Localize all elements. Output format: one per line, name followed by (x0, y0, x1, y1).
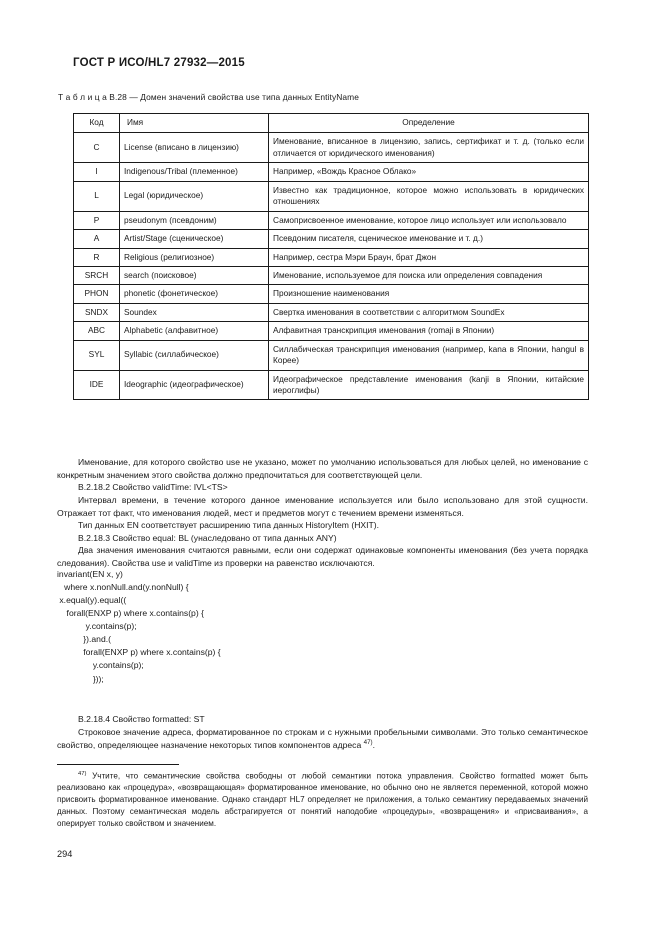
cell-name: Artist/Stage (сценическое) (120, 230, 269, 248)
page-number: 294 (57, 849, 73, 859)
code-line: forall(ENXP p) where x.contains(p) { (57, 608, 204, 619)
code-line: y.contains(p); (57, 660, 144, 671)
table-row (74, 370, 589, 400)
invariant-code-block (57, 568, 497, 686)
cell-definition: Известно как традиционное, которое можно использовать в юридических отношениях (269, 181, 589, 211)
table-row (74, 266, 589, 284)
heading-validtime: В.2.18.2 Свойство validTime: IVL<TS> (78, 482, 228, 493)
entityname-use-domain-table (73, 113, 589, 400)
table-caption (58, 92, 359, 102)
cell-name: Alphabetic (алфавитное) (120, 322, 269, 340)
formatted-section (57, 713, 588, 752)
footnote-text: Учтите, что семантические свойства свободны от любой семантики потока управления. Свойство formatted может быть реализовано как «процедура», «возвращающая» форматированное именование, но обычно оно не является переменной, которой можно присвоить форматированное именование. Однако стандарт HL7 определяет не приложения, а только семантику передаваемых значений данных. Поэтому семантическая модель абстрагируется от понятий наподобие «процедуры», «возвращения» и «присваивания», а оперирует только свойством и значением. (57, 771, 588, 828)
heading-equal: В.2.18.3 Свойство equal: BL (унаследовано от типа данных ANY) (78, 532, 337, 543)
footnote-marker: 47) (78, 771, 87, 777)
cell-name: Indigenous/Tribal (племенное) (120, 163, 269, 181)
table-row (74, 248, 589, 266)
table-row (74, 163, 589, 181)
cell-name: Soundex (120, 303, 269, 321)
cell-definition: Именование, используемое для поиска или определения совпадения (269, 266, 589, 284)
cell-definition: Идеографическое представление именования (kanji в Японии, китайские иероглифы) (269, 370, 589, 400)
column-header-code: Код (74, 114, 120, 133)
cell-code: SNDX (74, 303, 120, 321)
cell-code: SRCH (74, 266, 120, 284)
heading-formatted: В.2.18.4 Свойство formatted: ST (78, 714, 205, 724)
cell-name: Religious (религиозное) (120, 248, 269, 266)
cell-definition: Произношение наименования (269, 285, 589, 303)
paragraph-use-default: Именование, для которого свойство use не указано, может по умолчанию использоваться для любых целей, но именование с конкретным значением этого свойства должно предпочитаться для соответствующей цели. (57, 457, 588, 480)
table-row (74, 322, 589, 340)
standard-header: ГОСТ Р ИСО/HL7 27932—2015 (73, 57, 245, 69)
cell-name: Syllabic (силлабическое) (120, 340, 269, 370)
footnote-separator-rule (57, 764, 179, 765)
cell-code: PHON (74, 285, 120, 303)
table-row (74, 133, 589, 163)
table-row (74, 303, 589, 321)
cell-definition: Силлабическая транскрипция именования (например, kana в Японии, hangul в Корее) (269, 340, 589, 370)
cell-name: pseudonym (псевдоним) (120, 211, 269, 229)
code-line: })); (57, 673, 104, 684)
column-header-definition: Определение (269, 114, 589, 133)
cell-definition: Псевдоним писателя, сценическое именование и т. д.) (269, 230, 589, 248)
footnote-block (57, 770, 588, 829)
code-line: invariant(EN x, y) (57, 569, 123, 579)
table-row (74, 340, 589, 370)
paragraph-formatted-tail: . (372, 740, 375, 751)
paragraph-validtime: Интервал времени, в течение которого данное именование используется или было использовано для этой сущности. Отражает тот факт, что именования людей, мест и предметов могут с течением времени изменяться. (57, 494, 588, 518)
cell-code: L (74, 181, 120, 211)
code-line: y.contains(p); (57, 621, 137, 632)
cell-definition: Именование, вписанное в лицензию, запись, сертификат и т. д. (только если отличается от юридического именования) (269, 133, 589, 163)
cell-definition: Алфавитная транскрипция именования (romaji в Японии) (269, 322, 589, 340)
code-line: x.equal(y).equal(( (57, 595, 127, 606)
table-caption-text: Т а б л и ц а В.28 — Домен значений свойства use типа данных EntityName (58, 92, 360, 102)
paragraph-equal: Два значения именования считаются равными, если они содержат одинаковые компоненты именования (без учета порядка следования). Свойства use и validTime из проверки на равенство исключаются. (57, 545, 588, 568)
code-line: forall(ENXP p) where x.contains(p) { (57, 647, 221, 658)
cell-name: search (поисковое) (120, 266, 269, 284)
column-header-name: Имя (120, 114, 269, 133)
code-line: }).and.( (57, 634, 111, 645)
table-row (74, 285, 589, 303)
footnote-paragraph (57, 770, 588, 829)
paragraph-historyitem: Тип данных EN соответствует расширению типа данных HistoryItem (HXIT). (78, 520, 380, 531)
cell-code: P (74, 211, 120, 229)
cell-code: ABC (74, 322, 120, 340)
cell-code: A (74, 230, 120, 248)
table-row (74, 181, 589, 211)
cell-code: SYL (74, 340, 120, 370)
cell-name: phonetic (фонетическое) (120, 285, 269, 303)
code-line: where x.nonNull.and(y.nonNull) { (57, 582, 189, 593)
cell-name: License (вписано в лицензию) (120, 133, 269, 163)
cell-definition: Самоприсвоенное именование, которое лицо использует или использовало (269, 211, 589, 229)
table-row (74, 211, 589, 229)
cell-definition: Например, сестра Мэри Браун, брат Джон (269, 248, 589, 266)
table-header-row (74, 114, 589, 133)
cell-definition: Например, «Вождь Красное Облако» (269, 163, 589, 181)
cell-name: Legal (юридическое) (120, 181, 269, 211)
cell-code: R (74, 248, 120, 266)
cell-code: C (74, 133, 120, 163)
cell-code: I (74, 163, 120, 181)
cell-definition: Свертка именования в соответствии с алгоритмом SoundEx (269, 303, 589, 321)
cell-code: IDE (74, 370, 120, 400)
table-row (74, 230, 589, 248)
cell-name: Ideographic (идеографическое) (120, 370, 269, 400)
body-text-block (57, 456, 588, 570)
paragraph-formatted (57, 726, 588, 752)
footnote-reference-marker: 47) (363, 739, 373, 747)
paragraph-formatted-text: Строковое значение адреса, форматированное по строкам и с нужными пробельными символами. Это только семантическое свойство, определяющее назначение некоторых типов компонентов адреса (57, 726, 588, 751)
